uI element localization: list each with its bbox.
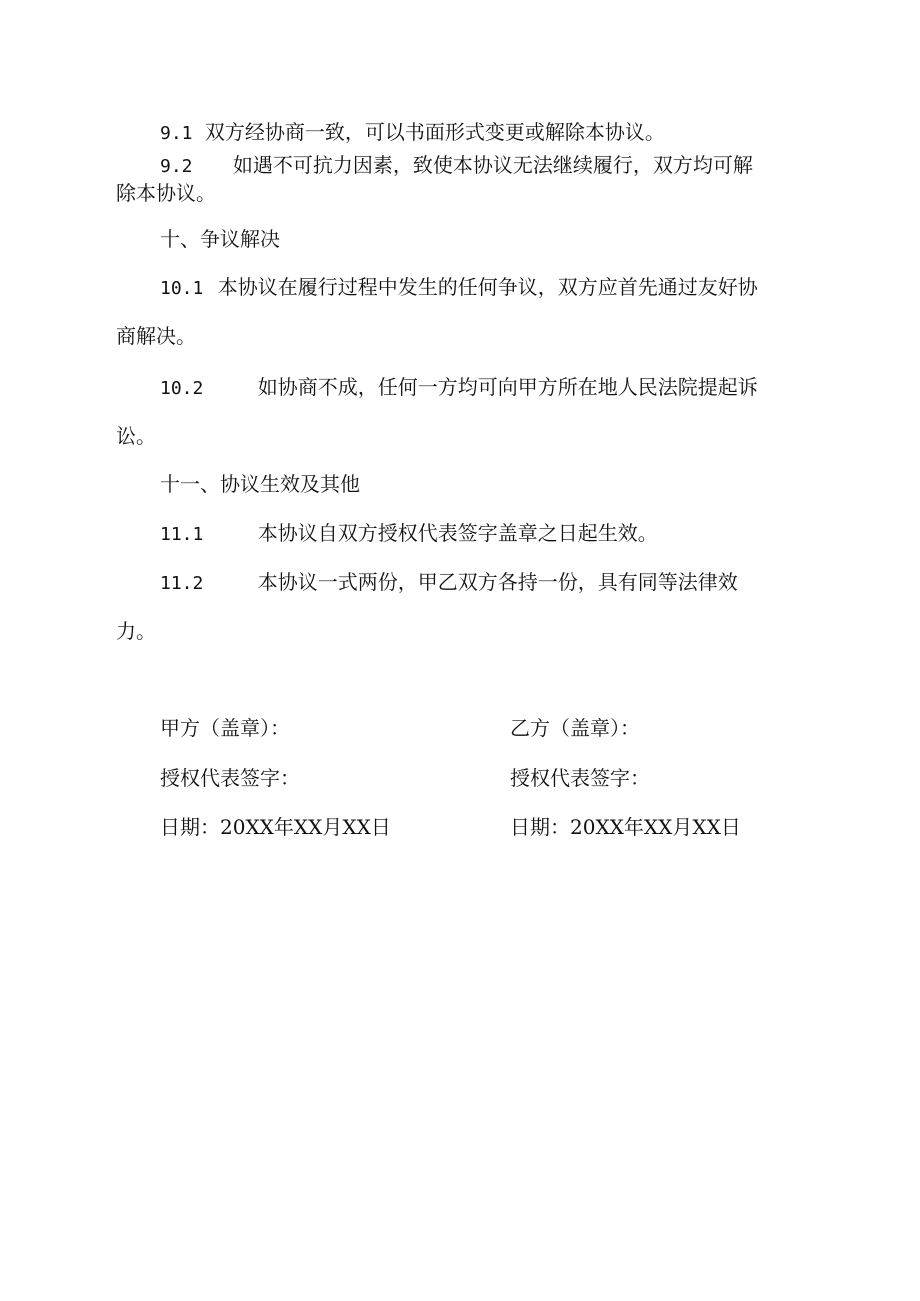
clause-number: 11.1 — [160, 524, 204, 545]
clause-number: 9.1 — [160, 123, 193, 144]
section-11-heading — [160, 471, 360, 497]
clause-11-2-continued — [116, 618, 156, 644]
section-heading: 十、争议解决 — [160, 227, 280, 251]
clause-text: 如协商不成，任何一方均可向甲方所在地人民法院提起诉 — [257, 375, 758, 399]
clause-10-2 — [160, 374, 758, 400]
clause-9-2 — [160, 152, 753, 178]
clause-number: 9.2 — [160, 156, 193, 177]
clause-11-1 — [160, 520, 658, 546]
section-10-heading — [160, 226, 280, 252]
clause-text: 双方经协商一致，可以书面形式变更或解除本协议。 — [204, 120, 665, 144]
clause-text: 讼。 — [116, 424, 156, 448]
clause-text: 本协议一式两份，甲乙双方各持一份，具有同等法律效 — [257, 570, 738, 594]
clause-number: 10.1 — [160, 278, 204, 299]
clause-number: 11.2 — [160, 573, 204, 594]
party-b-date: 日期：20XX年XX月XX日 — [510, 815, 741, 839]
party-b-representative-label: 授权代表签字： — [510, 766, 650, 790]
clause-text: 本协议在履行过程中发生的任何争议，双方应首先通过友好协 — [217, 275, 758, 299]
party-b-seal-label: 乙方（盖章）： — [510, 716, 640, 740]
party-a-date: 日期：20XX年XX月XX日 — [160, 815, 391, 839]
clause-10-1 — [160, 274, 758, 300]
clause-text: 本协议自双方授权代表签字盖章之日起生效。 — [257, 521, 658, 545]
clause-text: 商解决。 — [116, 324, 196, 348]
section-heading: 十一、协议生效及其他 — [160, 472, 360, 496]
clause-10-2-continued — [116, 423, 156, 449]
clause-text: 除本协议。 — [116, 181, 216, 205]
party-a-seal-label: 甲方（盖章）： — [160, 716, 290, 740]
party-a-representative-label: 授权代表签字： — [160, 766, 300, 790]
clause-9-1 — [160, 119, 665, 145]
clause-number: 10.2 — [160, 378, 204, 399]
clause-text: 如遇不可抗力因素，致使本协议无法继续履行，双方均可解 — [232, 153, 753, 177]
clause-11-2 — [160, 569, 738, 595]
clause-10-1-continued — [116, 323, 196, 349]
clause-text: 力。 — [116, 619, 156, 643]
clause-9-2-continued — [116, 180, 216, 206]
